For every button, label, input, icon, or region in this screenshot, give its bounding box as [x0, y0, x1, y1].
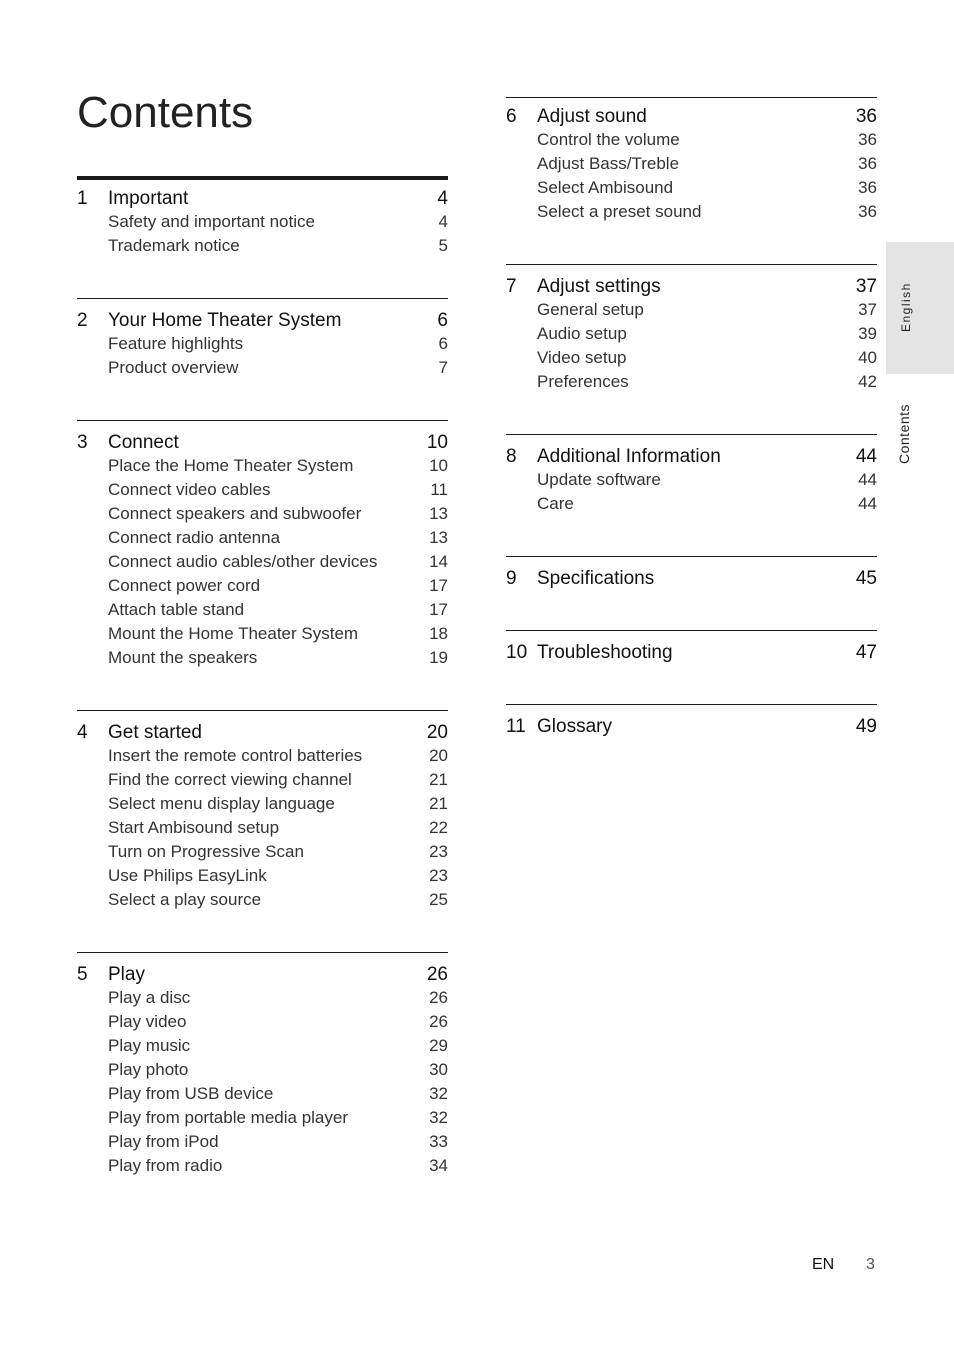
- section-number: 8: [506, 446, 517, 467]
- entry-title: Preferences: [537, 372, 629, 391]
- section-title: Connect: [108, 432, 179, 453]
- toc-section: [77, 298, 448, 420]
- entry-page-number: 22: [429, 818, 448, 837]
- section-title: Get started: [108, 722, 202, 743]
- toc-entry[interactable]: [77, 600, 448, 624]
- entry-title: Connect audio cables/other devices: [108, 552, 378, 571]
- toc-entry[interactable]: [506, 372, 877, 396]
- toc-entry[interactable]: [77, 988, 448, 1012]
- section-title: Your Home Theater System: [108, 310, 342, 331]
- toc-section: [506, 434, 877, 556]
- entry-title: Control the volume: [537, 130, 680, 149]
- section-number: 9: [506, 568, 517, 589]
- entry-title: Product overview: [108, 358, 239, 377]
- entry-title: Video setup: [537, 348, 627, 367]
- section-title: Specifications: [537, 568, 655, 589]
- toc-entry[interactable]: [77, 1132, 448, 1156]
- toc-entry[interactable]: [77, 358, 448, 382]
- toc-entry[interactable]: [77, 480, 448, 504]
- toc-section: [77, 952, 448, 1180]
- toc-section: [506, 97, 877, 264]
- toc-entry[interactable]: [77, 1012, 448, 1036]
- toc-entry[interactable]: [77, 794, 448, 818]
- toc-entry[interactable]: [506, 494, 877, 518]
- entry-title: Select a preset sound: [537, 202, 702, 221]
- toc-heading-row[interactable]: [77, 722, 448, 746]
- toc-entry[interactable]: [506, 178, 877, 202]
- section-page-number: 20: [426, 722, 448, 743]
- toc-entry[interactable]: [77, 212, 448, 236]
- section-page-number: 44: [855, 446, 877, 467]
- entry-page-number: 21: [429, 770, 448, 789]
- entry-title: Start Ambisound setup: [108, 818, 280, 837]
- entry-page-number: 30: [429, 1060, 448, 1079]
- entry-title: Care: [537, 494, 574, 513]
- side-tab-language: English: [899, 282, 913, 332]
- entry-title: Play video: [108, 1012, 187, 1031]
- entry-title: Select Ambisound: [537, 178, 674, 197]
- section-number: 10: [506, 642, 528, 663]
- entry-page-number: 26: [429, 1012, 448, 1031]
- section-number: 4: [77, 722, 88, 743]
- toc-section: [77, 710, 448, 952]
- entry-title: Use Philips EasyLink: [108, 866, 267, 885]
- section-page-number: 36: [855, 106, 877, 127]
- entry-page-number: 7: [438, 358, 448, 377]
- entry-title: Play from iPod: [108, 1132, 219, 1151]
- section-number: 5: [77, 964, 88, 985]
- entry-page-number: 26: [429, 988, 448, 1007]
- toc-heading-row[interactable]: [506, 446, 877, 470]
- toc-entry[interactable]: [77, 552, 448, 576]
- entry-page-number: 5: [438, 236, 448, 255]
- entry-page-number: 29: [429, 1036, 448, 1055]
- entry-page-number: 37: [858, 300, 877, 319]
- toc-heading-row[interactable]: [506, 642, 877, 666]
- entry-title: Play music: [108, 1036, 191, 1055]
- toc-entry[interactable]: [506, 324, 877, 348]
- toc-entry[interactable]: [506, 154, 877, 178]
- section-number: 7: [506, 276, 517, 297]
- entry-title: Mount the Home Theater System: [108, 624, 359, 643]
- entry-page-number: 40: [858, 348, 877, 367]
- entry-title: Connect radio antenna: [108, 528, 281, 547]
- entry-page-number: 19: [429, 648, 448, 667]
- entry-page-number: 17: [429, 600, 448, 619]
- footer-language: EN: [812, 1256, 835, 1273]
- entry-title: Connect speakers and subwoofer: [108, 504, 362, 523]
- toc-entry[interactable]: [506, 348, 877, 372]
- toc-entry[interactable]: [77, 1156, 448, 1180]
- entry-page-number: 20: [429, 746, 448, 765]
- toc-entry[interactable]: [77, 236, 448, 260]
- entry-page-number: 32: [429, 1084, 448, 1103]
- entry-page-number: 25: [429, 890, 448, 909]
- entry-title: Select menu display language: [108, 794, 335, 813]
- entry-title: Play a disc: [108, 988, 191, 1007]
- toc-entry[interactable]: [77, 770, 448, 794]
- language-tab: [886, 242, 954, 374]
- entry-title: Update software: [537, 470, 661, 489]
- toc-section: [506, 264, 877, 434]
- section-title: Adjust sound: [537, 106, 647, 127]
- toc-entry[interactable]: [77, 1060, 448, 1084]
- entry-page-number: 13: [429, 528, 448, 547]
- entry-title: Select a play source: [108, 890, 262, 909]
- toc-entry[interactable]: [506, 202, 877, 226]
- toc-entry[interactable]: [77, 866, 448, 890]
- section-number: 3: [77, 432, 88, 453]
- section-page-number: 6: [437, 310, 448, 331]
- section-page-number: 26: [426, 964, 448, 985]
- entry-title: Attach table stand: [108, 600, 245, 619]
- entry-page-number: 36: [858, 130, 877, 149]
- toc-heading-row[interactable]: [77, 188, 448, 212]
- toc-entry[interactable]: [77, 576, 448, 600]
- section-title: Glossary: [537, 716, 612, 737]
- toc-section: [77, 420, 448, 710]
- toc-heading-row[interactable]: [77, 310, 448, 334]
- toc-entry[interactable]: [77, 334, 448, 358]
- entry-page-number: 17: [429, 576, 448, 595]
- section-page-number: 47: [855, 642, 877, 663]
- entry-title: Safety and important notice: [108, 212, 315, 231]
- entry-page-number: 36: [858, 154, 877, 173]
- toc-entry[interactable]: [506, 470, 877, 494]
- toc-entry[interactable]: [77, 1084, 448, 1108]
- toc-entry[interactable]: [77, 890, 448, 914]
- entry-title: Trademark notice: [108, 236, 240, 255]
- toc-heading-row[interactable]: [506, 106, 877, 130]
- footer-page-number: 3: [866, 1256, 875, 1273]
- toc-section: [506, 704, 877, 740]
- section-page-number: 45: [855, 568, 877, 589]
- entry-page-number: 32: [429, 1108, 448, 1127]
- entry-page-number: 10: [429, 456, 448, 475]
- entry-page-number: 6: [438, 334, 448, 353]
- entry-title: Insert the remote control batteries: [108, 746, 363, 765]
- section-title: Adjust settings: [537, 276, 661, 297]
- entry-title: Connect video cables: [108, 480, 271, 499]
- section-title: Important: [108, 188, 189, 209]
- section-page-number: 10: [426, 432, 448, 453]
- section-page-number: 4: [437, 188, 448, 209]
- section-number: 11: [506, 716, 526, 737]
- toc-entry[interactable]: [77, 1108, 448, 1132]
- entry-page-number: 36: [858, 178, 877, 197]
- toc-heading-row[interactable]: [77, 432, 448, 456]
- entry-page-number: 4: [438, 212, 448, 231]
- toc-heading-row[interactable]: [506, 568, 877, 592]
- toc-entry[interactable]: [77, 624, 448, 648]
- toc-section: [77, 176, 448, 298]
- toc-heading-row[interactable]: [506, 276, 877, 300]
- entry-title: Feature highlights: [108, 334, 244, 353]
- entry-title: Play photo: [108, 1060, 189, 1079]
- toc-column-right: [506, 97, 877, 740]
- toc-section: [506, 556, 877, 630]
- entry-title: Play from radio: [108, 1156, 223, 1175]
- entry-page-number: 44: [858, 494, 877, 513]
- section-title: Troubleshooting: [537, 642, 673, 663]
- entry-page-number: 34: [429, 1156, 448, 1175]
- entry-page-number: 44: [858, 470, 877, 489]
- page-title: Contents: [77, 88, 254, 137]
- entry-title: General setup: [537, 300, 644, 319]
- toc-entry[interactable]: [77, 842, 448, 866]
- entry-page-number: 23: [429, 866, 448, 885]
- entry-title: Mount the speakers: [108, 648, 258, 667]
- section-title: Play: [108, 964, 145, 985]
- entry-title: Play from portable media player: [108, 1108, 349, 1127]
- entry-page-number: 11: [430, 480, 448, 499]
- entry-title: Play from USB device: [108, 1084, 274, 1103]
- entry-page-number: 39: [858, 324, 877, 343]
- section-page-number: 37: [855, 276, 877, 297]
- toc-heading-row[interactable]: [77, 964, 448, 988]
- toc-entry[interactable]: [506, 130, 877, 154]
- section-number: 1: [77, 188, 88, 209]
- toc-entry[interactable]: [77, 1036, 448, 1060]
- entry-title: Turn on Progressive Scan: [108, 842, 304, 861]
- section-page-number: 49: [855, 716, 877, 737]
- side-tab-section: Contents: [896, 403, 912, 464]
- toc-entry[interactable]: [506, 300, 877, 324]
- entry-title: Find the correct viewing channel: [108, 770, 352, 789]
- entry-title: Place the Home Theater System: [108, 456, 354, 475]
- entry-page-number: 18: [429, 624, 448, 643]
- toc-entry[interactable]: [77, 528, 448, 552]
- toc-entry[interactable]: [77, 746, 448, 770]
- entry-page-number: 23: [429, 842, 448, 861]
- toc-section: [506, 630, 877, 704]
- entry-page-number: 14: [429, 552, 448, 571]
- entry-page-number: 33: [429, 1132, 448, 1151]
- entry-title: Audio setup: [537, 324, 627, 343]
- entry-page-number: 42: [858, 372, 877, 391]
- entry-title: Adjust Bass/Treble: [537, 154, 680, 173]
- toc-column-left: [77, 176, 448, 1180]
- section-number: 2: [77, 310, 88, 331]
- entry-page-number: 21: [429, 794, 448, 813]
- toc-entry[interactable]: [77, 504, 448, 528]
- toc-entry[interactable]: [77, 818, 448, 842]
- toc-entry[interactable]: [77, 648, 448, 672]
- toc-heading-row[interactable]: [506, 716, 877, 740]
- entry-title: Connect power cord: [108, 576, 261, 595]
- section-title: Additional Information: [537, 446, 721, 467]
- section-number: 6: [506, 106, 517, 127]
- entry-page-number: 13: [429, 504, 448, 523]
- entry-page-number: 36: [858, 202, 877, 221]
- toc-entry[interactable]: [77, 456, 448, 480]
